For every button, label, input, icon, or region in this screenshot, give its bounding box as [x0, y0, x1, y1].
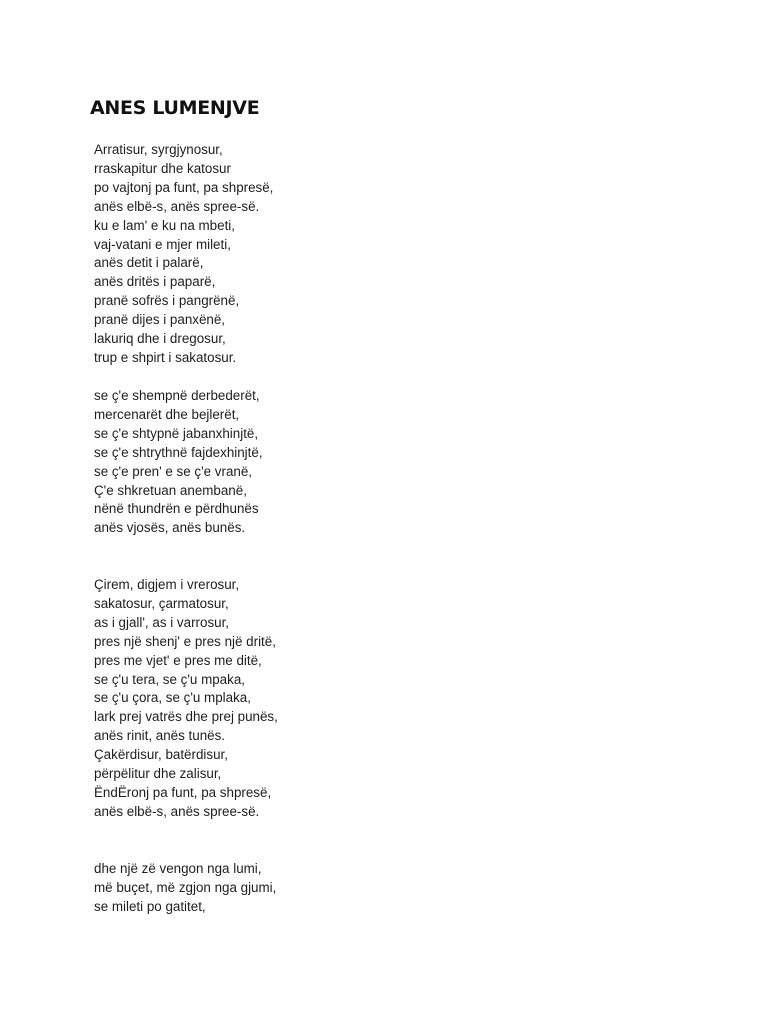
- poem-line: mercenarët dhe bejlerët,: [94, 406, 240, 422]
- poem-line: Ç'e shkretuan anembanë,: [94, 482, 247, 498]
- poem-line: rraskapitur dhe katosur: [94, 160, 231, 176]
- poem-line: Çirem, digjem i vrerosur,: [94, 577, 240, 592]
- poem-line: pres një shenj' e pres një dritë,: [94, 633, 276, 649]
- poem-line: vaj-vatani e mjer mileti,: [94, 236, 231, 252]
- poem-line: se ç'e shtrythnë fajdexhinjtë,: [94, 444, 263, 460]
- poem-line: anës detit i palarë,: [94, 255, 204, 271]
- poem-title: ANES LUMENJVE: [90, 97, 260, 119]
- poem-line: Arratisur, syrgjynosur,: [94, 142, 223, 157]
- stanza-1: [94, 141, 273, 368]
- poem-line: anës dritës i paparë,: [94, 274, 216, 290]
- poem-line: se ç'e shtypnë jabanxhinjtë,: [94, 425, 259, 441]
- poem-line: se ç'u çora, se ç'u mplaka,: [94, 690, 251, 706]
- poem-line: lark prej vatrës dhe prej punës,: [94, 709, 278, 725]
- poem-line: ku e lam' e ku na mbeti,: [94, 217, 235, 233]
- poem-line: nënë thundrën e përdhunës: [94, 501, 259, 517]
- poem-line: anës elbë-s, anës spree-së.: [94, 198, 260, 214]
- poem-line: se ç'e shempnë derbederët,: [94, 388, 260, 403]
- poem-line: anës rinit, anës tunës.: [94, 728, 226, 744]
- poem-line: dhe një zë vengon nga lumi,: [94, 861, 262, 876]
- poem-line: lakuriq dhe i dregosur,: [94, 331, 226, 347]
- poem-line: se ç'e pren' e se ç'e vranë,: [94, 463, 253, 479]
- poem-line: trup e shpirt i sakatosur.: [94, 349, 237, 365]
- poem-line: se mileti po gatitet,: [94, 898, 206, 914]
- poem-line: po vajtonj pa funt, pa shpresë,: [94, 179, 274, 195]
- poem-line: përpëlitur dhe zalisur,: [94, 766, 222, 782]
- poem-line: ËndËronj pa funt, pa shpresë,: [94, 784, 272, 800]
- poem-line: anës elbë-s, anës spree-së.: [94, 803, 260, 819]
- poem-line: pranë dijes i panxënë,: [94, 312, 226, 328]
- poem-line: Çakërdisur, batërdisur,: [94, 747, 228, 763]
- poem-line: se ç'u tera, se ç'u mpaka,: [94, 671, 245, 687]
- poem-line: pres me vjet' e pres me ditë,: [94, 652, 262, 668]
- poem-line: anës vjosës, anës bunës.: [94, 520, 246, 536]
- poem-line: as i gjall', as i varrosur,: [94, 614, 230, 630]
- poem-line: pranë sofrës i pangrënë,: [94, 293, 240, 309]
- poem-line: më buçet, më zgjon nga gjumi,: [94, 879, 277, 895]
- stanza-3: [94, 576, 278, 822]
- stanza-2: [94, 387, 263, 538]
- poem-line: sakatosur, çarmatosur,: [94, 595, 229, 611]
- stanza-4: [94, 860, 276, 917]
